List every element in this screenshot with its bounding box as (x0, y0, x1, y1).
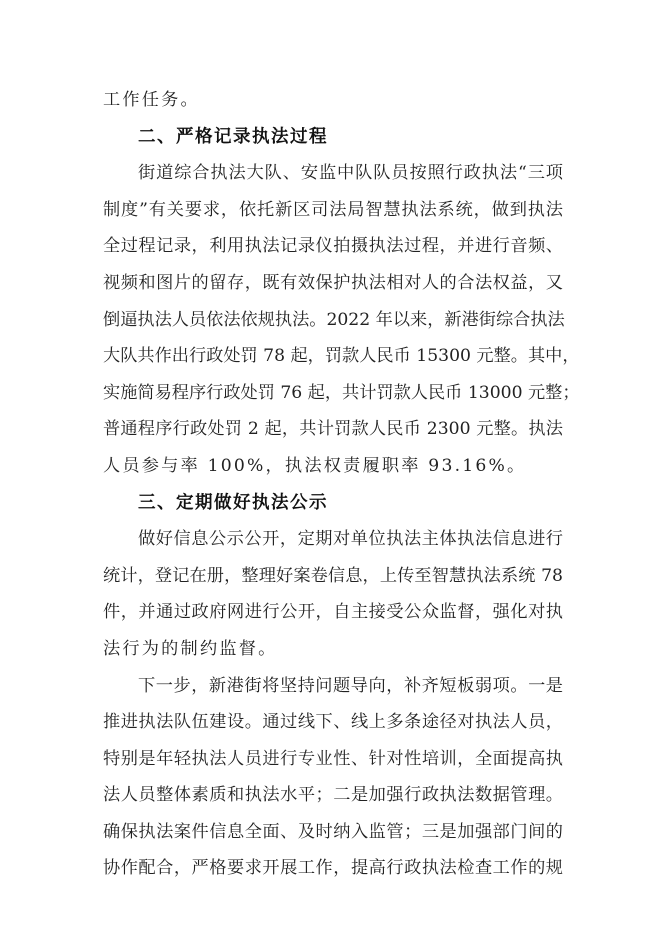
section-heading-3: 三、定期做好执法公示 (138, 492, 328, 513)
paragraph-line: 普通程序行政处罚 2 起，共计罚款人民币 2300 元整。执法 (103, 419, 563, 440)
paragraph-line: 协作配合，严格要求开展工作，提高行政执法检查工作的规 (103, 858, 563, 879)
paragraph-line: 视频和图片的留存，既有效保护执法相对人的合法权益，又 (103, 272, 563, 293)
paragraph-line-end: 法行为的制约监督。 (103, 638, 278, 659)
paragraph-line: 实施简易程序行政处罚 76 起，共计罚款人民币 13000 元整； (103, 382, 580, 403)
paragraph-line: 全过程记录，利用执法记录仪拍摄执法过程，并进行音频、 (103, 236, 563, 257)
paragraph-line: 件，并通过政府网进行公开，自主接受公众监督，强化对执 (103, 602, 563, 623)
paragraph-line: 法人员整体素质和执法水平；二是加强行政执法数据管理。 (103, 785, 563, 806)
paragraph-line: 特别是年轻执法人员进行专业性、针对性培训，全面提高执 (103, 748, 563, 769)
paragraph-line: 制度”有关要求，依托新区司法局智慧执法系统，做到执法 (103, 199, 563, 220)
paragraph-line: 下一步，新港街将坚持问题导向，补齐短板弱项。一是 (138, 675, 563, 696)
paragraph-continuation: 工作任务。 (103, 90, 200, 110)
paragraph-line: 推进执法队伍建设。通过线下、线上多条途径对执法人员， (103, 712, 563, 733)
paragraph-line: 统计，登记在册，整理好案卷信息，上传至智慧执法系统 78 (103, 565, 563, 586)
paragraph-line: 确保执法案件信息全面、及时纳入监管；三是加强部门间的 (103, 821, 563, 842)
paragraph-line: 街道综合执法大队、安监中队队员按照行政执法“三项 (138, 163, 563, 184)
paragraph-line: 大队共作出行政处罚 78 起，罚款人民币 15300 元整。其中， (103, 346, 580, 367)
section-heading-2: 二、严格记录执法过程 (138, 126, 328, 147)
paragraph-line: 做好信息公示公开，定期对单位执法主体执法信息进行 (138, 529, 563, 550)
document-page (103, 82, 580, 887)
paragraph-line-end: 人员参与率 100%，执法权责履职率 93.16%。 (103, 455, 527, 476)
paragraph-line: 倒逼执法人员依法依规执法。2022 年以来，新港街综合执法 (103, 309, 565, 330)
